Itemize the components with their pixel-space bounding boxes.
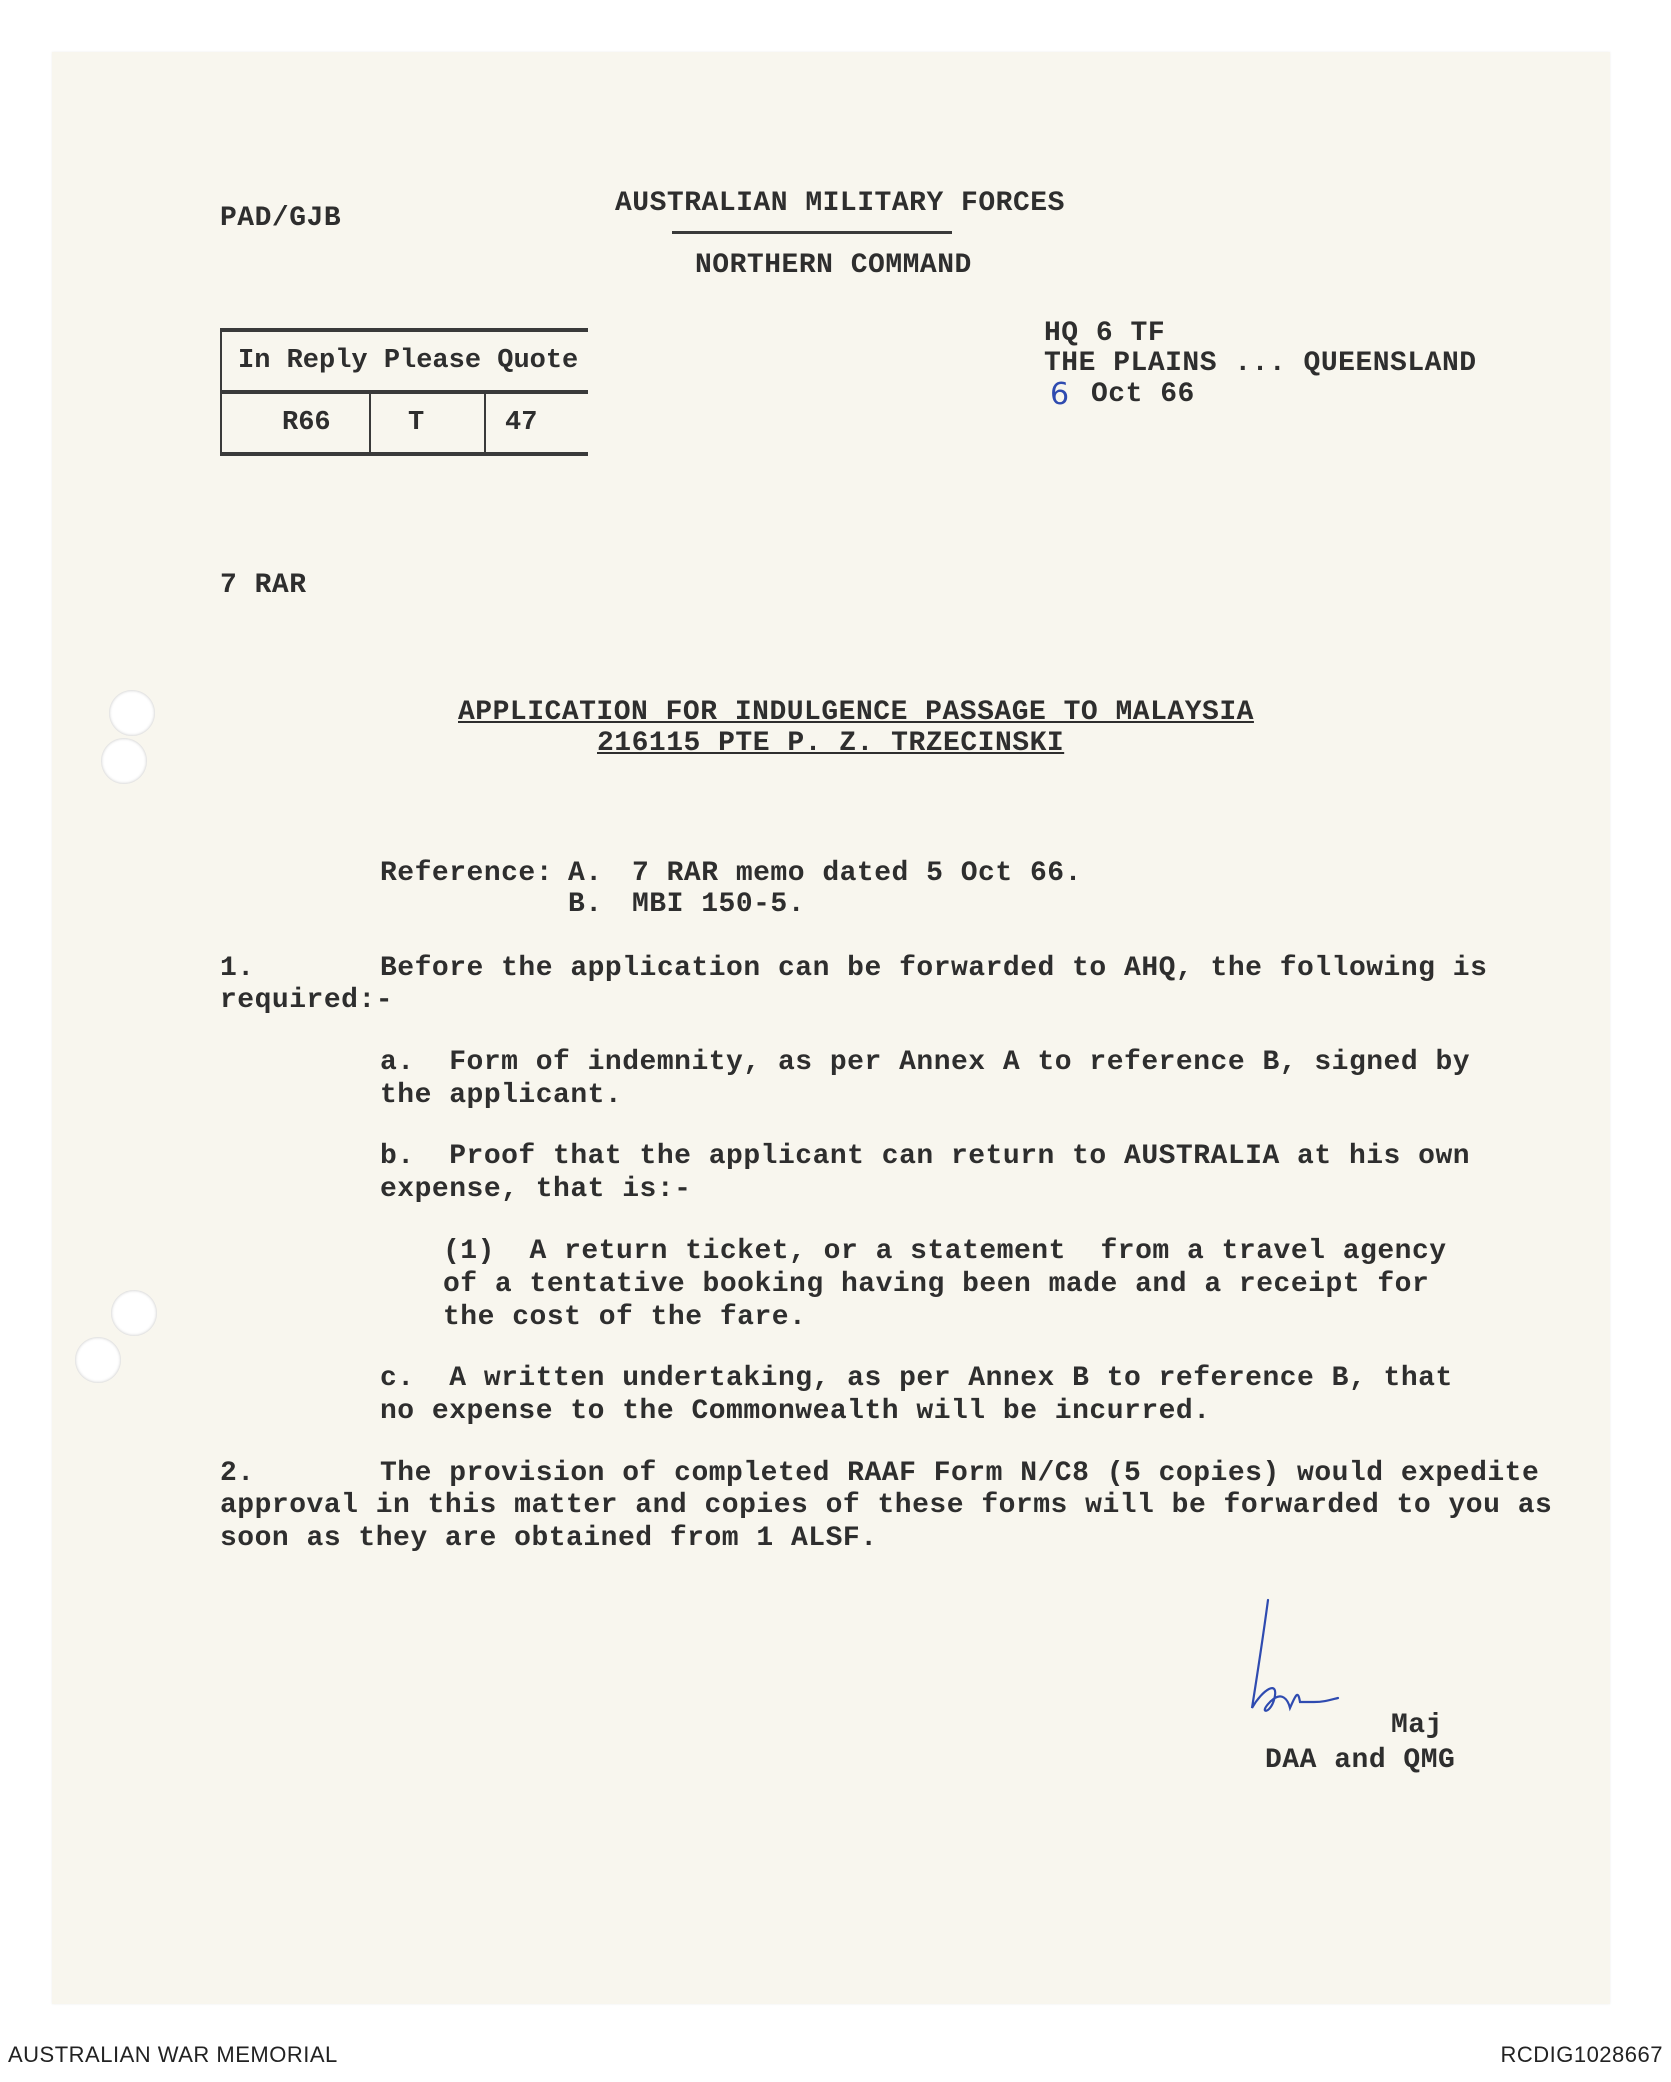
sub-item-b1: (1) A return ticket, or a statement from a travel agency of a tentative booking having been made and a receipt for the cost of the fare. bbox=[443, 1236, 1447, 1333]
paragraph-text: The provision of completed RAAF Form N/C8 (5 copies) would expedite bbox=[380, 1458, 1540, 1489]
paragraph-text: Before the application can be forwarded to AHQ, the following is bbox=[380, 953, 1488, 984]
archive-credit: AUSTRALIAN WAR MEMORIAL bbox=[8, 2042, 338, 2067]
header-rule bbox=[672, 231, 952, 234]
reply-cell: R66 bbox=[282, 408, 331, 438]
signature-mark bbox=[1240, 1590, 1350, 1740]
paragraph-text: approval in this matter and copies of these forms will be forwarded to you as soon as they are obtained from 1 ALSF. bbox=[220, 1490, 1553, 1554]
reference-label: Reference: bbox=[380, 858, 554, 889]
reply-quote-box bbox=[220, 328, 588, 456]
file-reference: PAD/GJB bbox=[220, 203, 342, 234]
paragraph-text: required:- bbox=[220, 985, 394, 1016]
signatory-title: DAA and QMG bbox=[1265, 1745, 1456, 1776]
address-line: THE PLAINS ... QUEENSLAND bbox=[1044, 348, 1477, 379]
sub-item-c: c. A written undertaking, as per Annex B to reference B, that no expense to the Commonwealth will be incurred. bbox=[380, 1363, 1453, 1427]
punch-hole bbox=[101, 738, 147, 784]
box-divider bbox=[484, 394, 486, 452]
reference-text: 7 RAR memo dated 5 Oct 66. bbox=[632, 858, 1082, 889]
box-rule-bottom bbox=[220, 452, 588, 456]
punch-hole bbox=[75, 1337, 121, 1383]
paragraph-number: 1. bbox=[220, 953, 255, 984]
reference-letter: A. bbox=[568, 858, 603, 889]
archive-item-id: RCDIG1028667 bbox=[1500, 2042, 1663, 2067]
box-rule-top bbox=[220, 328, 588, 332]
reply-label: In Reply Please Quote bbox=[238, 346, 579, 376]
reference-letter: B. bbox=[568, 889, 603, 920]
command-title: NORTHERN COMMAND bbox=[695, 250, 972, 281]
subject-line: 216115 PTE P. Z. TRZECINSKI bbox=[597, 728, 1065, 759]
handwritten-date-day: 6 bbox=[1050, 377, 1070, 412]
signatory-rank: Maj bbox=[1391, 1710, 1443, 1741]
reference-text: MBI 150-5. bbox=[632, 889, 806, 920]
recipient: 7 RAR bbox=[220, 570, 307, 601]
reply-cell: T bbox=[408, 408, 425, 438]
reply-cell: 47 bbox=[505, 408, 538, 438]
subject-line: APPLICATION FOR INDULGENCE PASSAGE TO MALAYSIA bbox=[458, 697, 1254, 728]
box-rule-mid bbox=[220, 390, 588, 394]
box-divider bbox=[369, 394, 371, 452]
sub-item-a: a. Form of indemnity, as per Annex A to reference B, signed by the applicant. bbox=[380, 1047, 1471, 1111]
punch-hole bbox=[109, 690, 155, 736]
date-text: Oct 66 bbox=[1091, 379, 1195, 410]
address-line: HQ 6 TF bbox=[1044, 318, 1166, 349]
organisation-title: AUSTRALIAN MILITARY FORCES bbox=[615, 188, 1065, 219]
paragraph-number: 2. bbox=[220, 1458, 255, 1489]
sub-item-b: b. Proof that the applicant can return to AUSTRALIA at his own expense, that is:- bbox=[380, 1141, 1471, 1205]
punch-hole bbox=[111, 1290, 157, 1336]
